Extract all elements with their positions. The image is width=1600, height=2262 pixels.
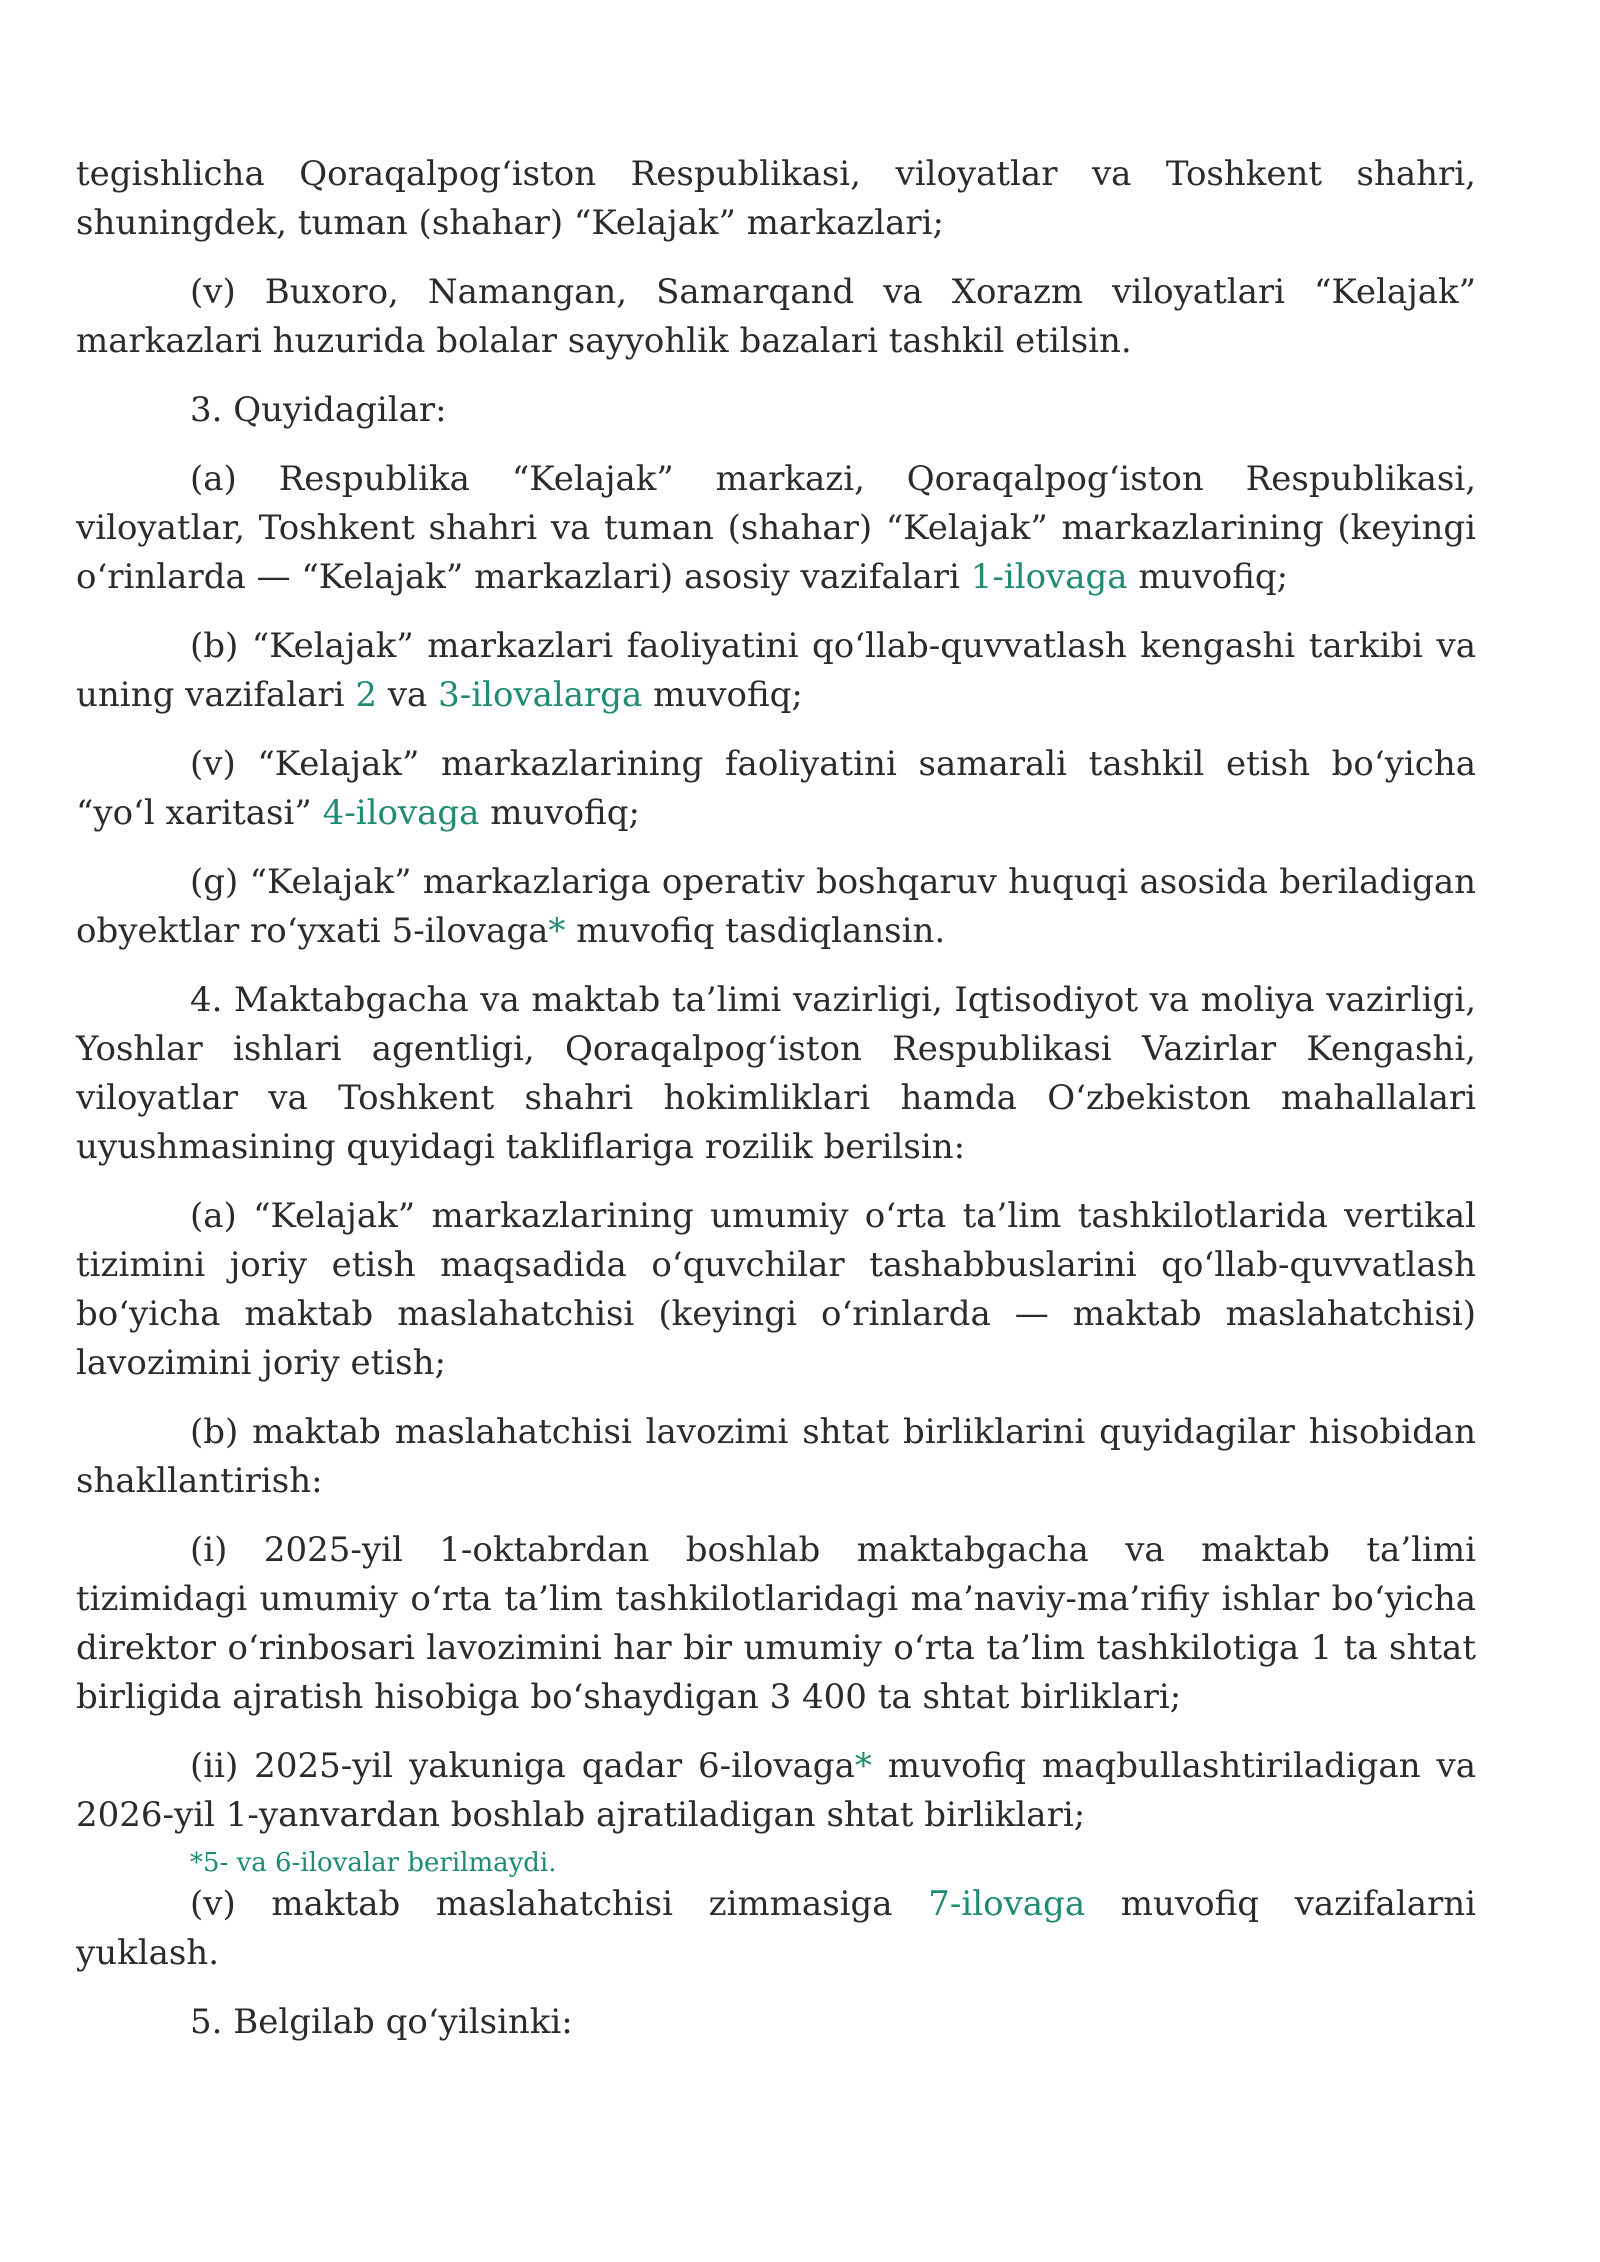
annex-3-link[interactable]: 3-ilovalarga [438, 675, 643, 715]
text-segment: tegishlicha Qoraqalpog‘iston Respublikasi, viloyatlar va Toshkent shahri, shuningdek, tuman (shahar) “Kelajak” markazlari; [76, 154, 1476, 243]
text-segment: (ii) 2025-yil yakuniga qadar 6-ilovaga [190, 1746, 855, 1786]
annex-1-link[interactable]: 1-ilovaga [970, 557, 1128, 597]
footnote-asterisk-link[interactable]: * [548, 911, 566, 951]
paragraph-3b [76, 622, 1476, 720]
text-segment: 3. Quyidagilar: [190, 390, 447, 430]
text-segment: muvofiq; [1127, 557, 1289, 597]
annex-7-link[interactable]: 7-ilovaga [928, 1884, 1086, 1924]
text-segment: (a) “Kelajak” markazlarining umumiy o‘rta ta’lim tashkilotlarida vertikal tizimini joriy etish maqsadida o‘quvchilar tashabbuslarini qo‘llab-quvvatlash bo‘yicha maktab maslahatchisi (keyingi o‘rinlarda — maktab maslahatchisi) lavozimini joriy etish; [76, 1196, 1476, 1383]
text-segment: (i) 2025-yil 1-oktabrdan boshlab maktabgacha va maktab ta’limi tizimidagi umumiy o‘rta ta’lim tashkilotlaridagi ma’naviy-ma’rifiy ishlar bo‘yicha direktor o‘rinbosari lavozimini har bir umumiy o‘rta ta’lim tashkilotiga 1 ta shtat birligida ajratish hisobiga bo‘shaydigan 3 400 ta shtat birliklari; [76, 1530, 1476, 1717]
footnote [190, 1846, 1476, 1880]
paragraph-3a [76, 455, 1476, 602]
footnote-text: *5- va 6-ilovalar berilmaydi. [190, 1848, 557, 1878]
paragraph-3g [76, 858, 1476, 956]
text-segment: va [376, 675, 439, 715]
text-segment: (b) “Kelajak” markazlari faoliyatini qo‘llab-quvvatlash kengashi tarkibi va uning vazifalari [76, 626, 1476, 715]
text-segment: 4. Maktabgacha va maktab ta’limi vazirligi, Iqtisodiyot va moliya vazirligi, Yoshlar ishlari agentligi, Qoraqalpog‘iston Respublikasi Vazirlar Kengashi, viloyatlar va Toshkent shahri hokimliklari hamda O‘zbekiston mahallalari uyushmasining quyidagi takliflariga rozilik berilsin: [76, 980, 1476, 1167]
annex-4-link[interactable]: 4-ilovaga [322, 793, 480, 833]
paragraph-4b [76, 1408, 1476, 1506]
paragraph-4a [76, 1192, 1476, 1388]
text-segment: muvofiq tasdiqlansin. [565, 911, 946, 951]
footnote-asterisk-link[interactable]: * [854, 1746, 872, 1786]
paragraph-5-heading [76, 1998, 1476, 2047]
text-segment: (g) “Kelajak” markazlariga operativ boshqaruv huquqi asosida beriladigan obyektlar ro‘yxati 5-ilovaga [76, 862, 1476, 951]
paragraph-4v [76, 1880, 1476, 1978]
text-segment: (v) Buxoro, Namangan, Samarqand va Xorazm viloyatlari “Kelajak” markazlari huzurida bolalar sayyohlik bazalari tashkil etilsin. [76, 272, 1476, 361]
paragraph-4 [76, 976, 1476, 1172]
paragraph-4b-i [76, 1526, 1476, 1722]
text-segment: (v) maktab maslahatchisi zimmasiga [190, 1884, 929, 1924]
text-segment: muvofiq; [479, 793, 640, 833]
document-page [76, 150, 1476, 2067]
text-segment: muvofiq vazifalarni yuklash. [76, 1884, 1476, 1973]
text-segment: 5. Belgilab qo‘yilsinki: [190, 2002, 573, 2042]
text-segment: muvofiq; [642, 675, 803, 715]
paragraph-3-heading [76, 386, 1476, 435]
annex-2-link[interactable]: 2 [355, 675, 377, 715]
paragraph-4b-ii [76, 1742, 1476, 1840]
text-segment: (v) “Kelajak” markazlarining faoliyatini samarali tashkil etish bo‘yicha “yo‘l xaritasi” [76, 744, 1476, 833]
paragraph-2v [76, 268, 1476, 366]
text-segment: muvofiq maqbullashtiriladigan va 2026-yil 1-yanvardan boshlab ajratiladigan shtat birliklari; [76, 1746, 1476, 1835]
paragraph-continuation [76, 150, 1476, 248]
paragraph-3v [76, 740, 1476, 838]
text-segment: (b) maktab maslahatchisi lavozimi shtat birliklarini quyidagilar hisobidan shakllantirish: [76, 1412, 1476, 1501]
text-segment: (a) Respublika “Kelajak” markazi, Qoraqalpog‘iston Respublikasi, viloyatlar, Toshkent shahri va tuman (shahar) “Kelajak” markazlarining (keyingi o‘rinlarda — “Kelajak” markazlari) asosiy vazifalari [76, 459, 1476, 597]
